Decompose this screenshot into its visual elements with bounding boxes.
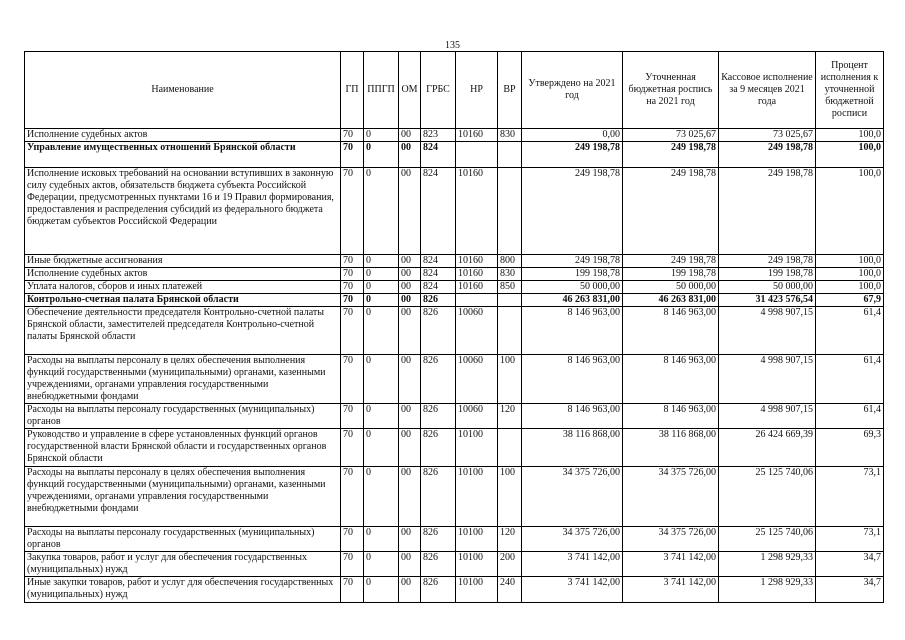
cell-om: 00 [399, 527, 421, 552]
cell-gp: 70 [341, 467, 364, 527]
cell-om: 00 [399, 294, 421, 307]
cell-vr: 100 [498, 467, 522, 527]
cell-np [456, 294, 498, 307]
table-row [25, 129, 884, 142]
cell-np: 10160 [456, 281, 498, 294]
cell-grbs: 824 [421, 255, 456, 268]
header-np: НР [456, 52, 498, 129]
cell-ppgp: 0 [364, 552, 399, 577]
cell-refined: 249 198,78 [623, 255, 719, 268]
cell-ppgp: 0 [364, 429, 399, 467]
cell-grbs: 826 [421, 467, 456, 527]
header-cash: Кассовое исполнение за 9 месяцев 2021 года [719, 52, 816, 129]
cell-refined: 46 263 831,00 [623, 294, 719, 307]
cell-cash: 4 998 907,15 [719, 355, 816, 404]
cell-grbs: 826 [421, 577, 456, 603]
cell-refined: 34 375 726,00 [623, 527, 719, 552]
cell-approved: 34 375 726,00 [522, 527, 623, 552]
cell-cash: 1 298 929,33 [719, 552, 816, 577]
header-gp: ГП [341, 52, 364, 129]
cell-cash: 4 998 907,15 [719, 404, 816, 429]
cell-ppgp: 0 [364, 168, 399, 255]
cell-ppgp: 0 [364, 255, 399, 268]
cell-cash: 25 125 740,06 [719, 527, 816, 552]
cell-om: 00 [399, 268, 421, 281]
cell-percent: 69,3 [816, 429, 884, 467]
cell-np: 10100 [456, 429, 498, 467]
table-row [25, 577, 884, 603]
cell-vr [498, 168, 522, 255]
cell-vr: 830 [498, 268, 522, 281]
cell-grbs: 826 [421, 527, 456, 552]
budget-table [24, 51, 884, 603]
cell-percent: 34,7 [816, 577, 884, 603]
cell-gp: 70 [341, 168, 364, 255]
cell-ppgp: 0 [364, 355, 399, 404]
cell-grbs: 826 [421, 429, 456, 467]
cell-ppgp: 0 [364, 404, 399, 429]
cell-approved: 249 198,78 [522, 168, 623, 255]
cell-om: 00 [399, 168, 421, 255]
cell-approved: 3 741 142,00 [522, 577, 623, 603]
table-row [25, 429, 884, 467]
cell-approved: 46 263 831,00 [522, 294, 623, 307]
cell-gp: 70 [341, 552, 364, 577]
header-name: Наименование [25, 52, 341, 129]
cell-grbs: 826 [421, 294, 456, 307]
cell-percent: 100,0 [816, 129, 884, 142]
cell-refined: 50 000,00 [623, 281, 719, 294]
table-row [25, 268, 884, 281]
cell-gp: 70 [341, 142, 364, 168]
cell-name: Исполнение исковых требований на основании вступивших в законную силу судебных актов, обязательств бюджета субъекта Российской Федерации, предусмотренных пунктами 16 и 19 Правил формирования, предоставления и распределения субсидий из федерального бюджета бюджетам субъектов Российской Федерации [25, 168, 341, 255]
cell-ppgp: 0 [364, 294, 399, 307]
cell-percent: 73,1 [816, 467, 884, 527]
cell-name: Расходы на выплаты персоналу государственных (муниципальных) органов [25, 527, 341, 552]
cell-ppgp: 0 [364, 281, 399, 294]
cell-om: 00 [399, 467, 421, 527]
cell-name: Обеспечение деятельности председателя Контрольно-счетной палаты Брянской области, заместителей председателя Контрольно-счетной палаты Брянской области [25, 307, 341, 355]
cell-om: 00 [399, 577, 421, 603]
cell-cash: 249 198,78 [719, 142, 816, 168]
cell-np: 10160 [456, 255, 498, 268]
cell-name: Управление имущественных отношений Брянской области [25, 142, 341, 168]
cell-vr: 830 [498, 129, 522, 142]
cell-approved: 8 146 963,00 [522, 355, 623, 404]
header-om: ОМ [399, 52, 421, 129]
cell-ppgp: 0 [364, 527, 399, 552]
cell-np: 10060 [456, 355, 498, 404]
table-row [25, 355, 884, 404]
header-percent: Процент исполнения к уточненной бюджетной росписи [816, 52, 884, 129]
header-ppgp: ППГП [364, 52, 399, 129]
cell-gp: 70 [341, 281, 364, 294]
cell-gp: 70 [341, 268, 364, 281]
cell-name: Контрольно-счетная палата Брянской области [25, 294, 341, 307]
cell-vr: 100 [498, 355, 522, 404]
cell-grbs: 824 [421, 142, 456, 168]
cell-ppgp: 0 [364, 129, 399, 142]
header-approved: Утверждено на 2021 год [522, 52, 623, 129]
cell-vr [498, 429, 522, 467]
cell-approved: 3 741 142,00 [522, 552, 623, 577]
cell-percent: 61,4 [816, 404, 884, 429]
cell-cash: 1 298 929,33 [719, 577, 816, 603]
cell-percent: 34,7 [816, 552, 884, 577]
table-row [25, 527, 884, 552]
cell-gp: 70 [341, 527, 364, 552]
cell-vr: 240 [498, 577, 522, 603]
cell-cash: 73 025,67 [719, 129, 816, 142]
cell-grbs: 824 [421, 281, 456, 294]
cell-refined: 199 198,78 [623, 268, 719, 281]
cell-refined: 8 146 963,00 [623, 404, 719, 429]
cell-approved: 50 000,00 [522, 281, 623, 294]
cell-name: Закупка товаров, работ и услуг для обеспечения государственных (муниципальных) нужд [25, 552, 341, 577]
cell-vr: 120 [498, 404, 522, 429]
cell-name: Иные бюджетные ассигнования [25, 255, 341, 268]
cell-np: 10160 [456, 268, 498, 281]
header-row [25, 52, 884, 129]
cell-refined: 3 741 142,00 [623, 552, 719, 577]
cell-np: 10100 [456, 577, 498, 603]
cell-vr: 800 [498, 255, 522, 268]
cell-ppgp: 0 [364, 307, 399, 355]
cell-np: 10160 [456, 129, 498, 142]
cell-vr: 850 [498, 281, 522, 294]
cell-refined: 34 375 726,00 [623, 467, 719, 527]
cell-name: Исполнение судебных актов [25, 129, 341, 142]
cell-refined: 249 198,78 [623, 168, 719, 255]
cell-approved: 249 198,78 [522, 255, 623, 268]
cell-grbs: 826 [421, 404, 456, 429]
cell-np: 10160 [456, 168, 498, 255]
cell-cash: 249 198,78 [719, 255, 816, 268]
cell-refined: 249 198,78 [623, 142, 719, 168]
cell-percent: 61,4 [816, 355, 884, 404]
cell-grbs: 826 [421, 552, 456, 577]
table-row [25, 255, 884, 268]
cell-percent: 100,0 [816, 268, 884, 281]
cell-approved: 199 198,78 [522, 268, 623, 281]
cell-gp: 70 [341, 129, 364, 142]
cell-name: Расходы на выплаты персоналу в целях обеспечения выполнения функций государственными (муниципальными) органами, казенными учреждениями, органами управления государственными внебюджетными фондами [25, 355, 341, 404]
header-vr: ВР [498, 52, 522, 129]
cell-refined: 73 025,67 [623, 129, 719, 142]
cell-np: 10060 [456, 307, 498, 355]
page-number: 135 [445, 40, 460, 51]
cell-vr [498, 294, 522, 307]
cell-om: 00 [399, 281, 421, 294]
cell-grbs: 826 [421, 307, 456, 355]
cell-name: Иные закупки товаров, работ и услуг для обеспечения государственных (муниципальных) нужд [25, 577, 341, 603]
cell-percent: 73,1 [816, 527, 884, 552]
cell-grbs: 823 [421, 129, 456, 142]
cell-om: 00 [399, 307, 421, 355]
table-row [25, 404, 884, 429]
cell-ppgp: 0 [364, 467, 399, 527]
cell-gp: 70 [341, 355, 364, 404]
cell-om: 00 [399, 142, 421, 168]
table-row [25, 281, 884, 294]
cell-percent: 100,0 [816, 168, 884, 255]
cell-np: 10100 [456, 467, 498, 527]
table-row [25, 552, 884, 577]
cell-gp: 70 [341, 255, 364, 268]
cell-percent: 67,9 [816, 294, 884, 307]
cell-cash: 4 998 907,15 [719, 307, 816, 355]
cell-cash: 31 423 576,54 [719, 294, 816, 307]
cell-percent: 61,4 [816, 307, 884, 355]
cell-name: Расходы на выплаты персоналу в целях обеспечения выполнения функций государственными (муниципальными) органами, казенными учреждениями, органами управления государственными внебюджетными фондами [25, 467, 341, 527]
cell-ppgp: 0 [364, 142, 399, 168]
header-refined: Уточненная бюджетная роспись на 2021 год [623, 52, 719, 129]
cell-grbs: 826 [421, 355, 456, 404]
cell-ppgp: 0 [364, 577, 399, 603]
cell-percent: 100,0 [816, 281, 884, 294]
cell-ppgp: 0 [364, 268, 399, 281]
cell-np: 10060 [456, 404, 498, 429]
table-row [25, 142, 884, 168]
cell-cash: 26 424 669,39 [719, 429, 816, 467]
cell-name: Уплата налогов, сборов и иных платежей [25, 281, 341, 294]
cell-name: Исполнение судебных актов [25, 268, 341, 281]
cell-refined: 38 116 868,00 [623, 429, 719, 467]
cell-cash: 50 000,00 [719, 281, 816, 294]
cell-om: 00 [399, 404, 421, 429]
table-row [25, 307, 884, 355]
cell-om: 00 [399, 429, 421, 467]
table-row [25, 168, 884, 255]
cell-refined: 3 741 142,00 [623, 577, 719, 603]
cell-om: 00 [399, 552, 421, 577]
header-grbs: ГРБС [421, 52, 456, 129]
cell-approved: 0,00 [522, 129, 623, 142]
cell-approved: 8 146 963,00 [522, 307, 623, 355]
cell-gp: 70 [341, 307, 364, 355]
cell-vr: 120 [498, 527, 522, 552]
cell-np: 10100 [456, 552, 498, 577]
cell-cash: 25 125 740,06 [719, 467, 816, 527]
cell-np: 10100 [456, 527, 498, 552]
cell-cash: 199 198,78 [719, 268, 816, 281]
cell-name: Расходы на выплаты персоналу государственных (муниципальных) органов [25, 404, 341, 429]
cell-vr: 200 [498, 552, 522, 577]
cell-approved: 8 146 963,00 [522, 404, 623, 429]
cell-refined: 8 146 963,00 [623, 355, 719, 404]
cell-vr [498, 307, 522, 355]
cell-percent: 100,0 [816, 142, 884, 168]
cell-approved: 249 198,78 [522, 142, 623, 168]
cell-percent: 100,0 [816, 255, 884, 268]
cell-om: 00 [399, 355, 421, 404]
cell-grbs: 824 [421, 168, 456, 255]
cell-name: Руководство и управление в сфере установленных функций органов государственной власти Брянской области и государственных органов Брянской области [25, 429, 341, 467]
cell-refined: 8 146 963,00 [623, 307, 719, 355]
cell-grbs: 824 [421, 268, 456, 281]
cell-approved: 38 116 868,00 [522, 429, 623, 467]
cell-om: 00 [399, 255, 421, 268]
cell-vr [498, 142, 522, 168]
cell-gp: 70 [341, 429, 364, 467]
cell-gp: 70 [341, 404, 364, 429]
cell-approved: 34 375 726,00 [522, 467, 623, 527]
table-row [25, 467, 884, 527]
cell-np [456, 142, 498, 168]
cell-gp: 70 [341, 294, 364, 307]
cell-cash: 249 198,78 [719, 168, 816, 255]
table-row [25, 294, 884, 307]
cell-om: 00 [399, 129, 421, 142]
cell-gp: 70 [341, 577, 364, 603]
table-body [25, 129, 884, 603]
